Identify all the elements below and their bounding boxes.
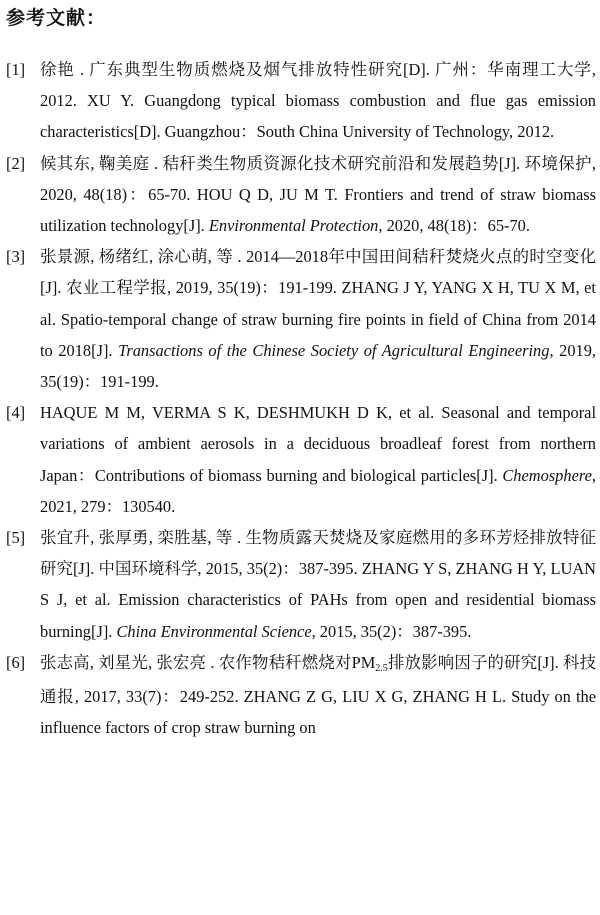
reference-segment: HAQUE M M, VERMA S K, DESHMUKH D K, et al. Seasonal and temporal variations of ambient aerosols in a deciduous broadleaf forest from northern Japan：Contributions of biomass burning and biological particles[J]. — [40, 403, 596, 485]
reference-text — [40, 522, 596, 647]
reference-item — [6, 647, 596, 744]
reference-number: [3] — [6, 247, 26, 267]
journal-title: China Environmental Science — [116, 621, 312, 641]
reference-number: [5] — [6, 528, 26, 548]
reference-segment: 张宜升, 张厚勇, 栾胜基, 等 . 生物质露天焚烧及家庭燃用的多环芳烃排放特征研究[J]. 中国环境科学, 2015, 35(2)：387-395. ZHANG Y S, ZHANG H Y, LUAN S J, et al. Emission characteristics of PAHs from open and residential biomass burning[J]. — [40, 528, 596, 641]
reference-item — [6, 522, 596, 647]
reference-number: [4] — [6, 403, 26, 423]
reference-text — [40, 241, 596, 397]
reference-number: [6] — [6, 652, 26, 672]
reference-text — [40, 647, 596, 744]
reference-segment: 排放影响因子的研究[J]. 科技通报, 2017, 33(7)：249-252. ZHANG Z G, LIU X G, ZHANG H L. Study on the influence factors of crop straw burning on — [40, 652, 596, 738]
reference-segment: 徐艳 . 广东典型生物质燃烧及烟气排放特性研究[D]. 广州：华南理工大学, 2012. XU Y. Guangdong typical biomass combustion and flue gas emission characteristics[D]. Guangzhou：South China University of Technology, 2012. — [40, 60, 596, 142]
reference-number: [2] — [6, 153, 26, 173]
reference-item — [6, 241, 596, 397]
reference-segment: 候其东, 鞠美庭 . 秸秆类生物质资源化技术研究前沿和发展趋势[J]. 环境保护, 2020, 48(18)：65-70. HOU Q D, JU M T. Frontiers and trend of straw biomass utilization technology[J]. — [40, 153, 596, 236]
reference-segment: , 2020, 48(18)：65-70. — [378, 216, 530, 236]
reference-item — [6, 54, 596, 148]
reference-number: [1] — [6, 60, 26, 79]
reference-list — [6, 54, 596, 743]
journal-title: Chemosphere — [502, 465, 592, 485]
reference-segment: , 2015, 35(2)：387-395. — [311, 621, 472, 641]
references-heading: 参考文献： — [6, 7, 107, 29]
reference-segment: 张志高, 刘星光, 张宏亮 . 农作物秸秆燃烧对PM — [40, 652, 376, 672]
reference-text — [40, 148, 596, 242]
journal-title: Transactions of the Chinese Society of Agricultural Engineering — [118, 340, 550, 360]
journal-title: Environmental Protection — [208, 216, 379, 236]
reference-segment: , 2019, 35(19)：191-199. — [40, 340, 597, 392]
reference-text — [40, 54, 596, 148]
reference-item — [6, 148, 596, 242]
reference-text — [40, 397, 596, 522]
reference-item — [6, 397, 596, 522]
reference-segment: , 2021, 279：130540. — [40, 465, 596, 516]
reference-segment: 张景源, 杨绪红, 涂心萌, 等 . 2014—2018年中国田间秸秆焚烧火点的时空变化[J]. 农业工程学报, 2019, 35(19)：191-199. ZHANG J Y, YANG X H, TU X M, et al. Spatio-temporal change of straw burning fire points in field of China from 2014 to 2018[J]. — [40, 247, 596, 360]
subscript: 2.5 — [375, 662, 388, 674]
